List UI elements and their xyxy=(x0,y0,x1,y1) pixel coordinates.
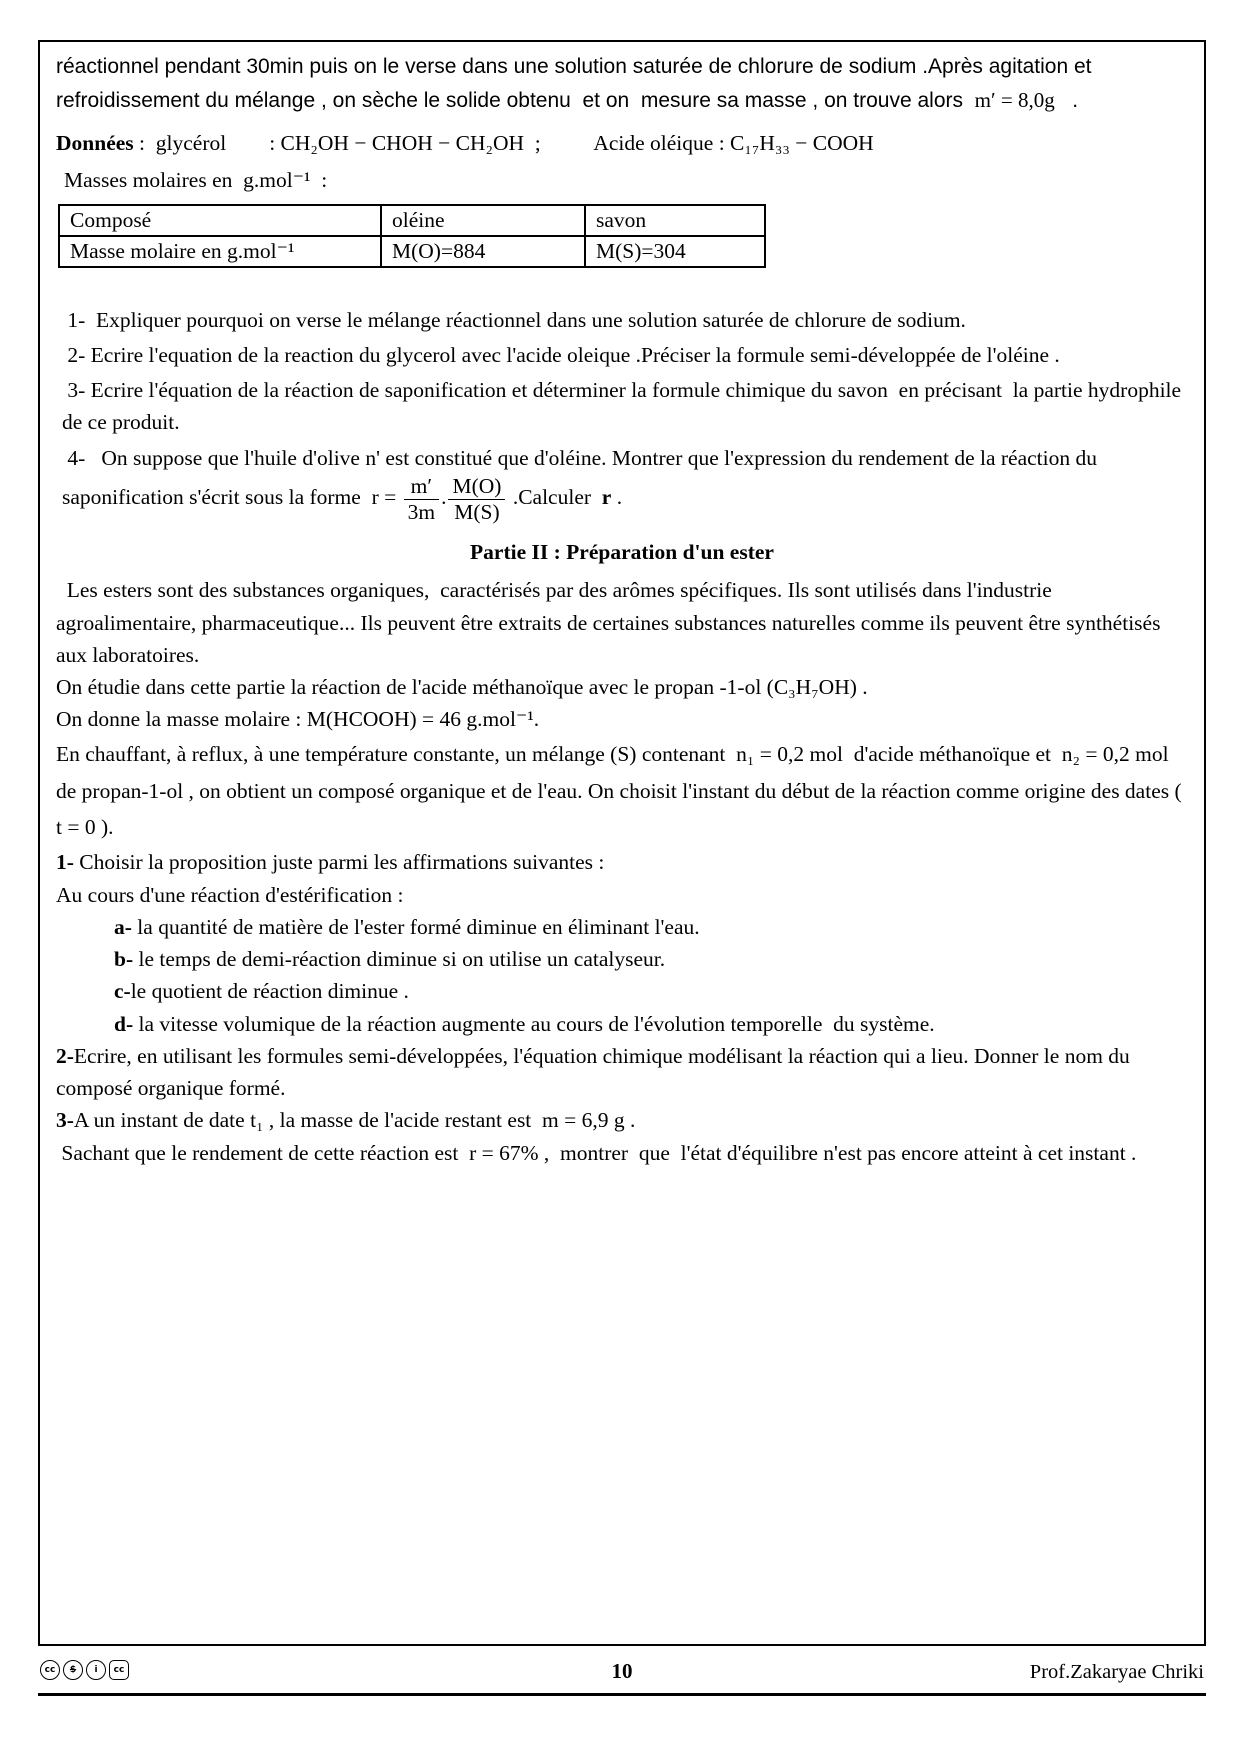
molar-mass-table xyxy=(58,204,766,268)
part1-question-2: 2- Ecrire l'equation de la reaction du glycerol avec l'acide oleique .Préciser la formule semi-développée de l'oléine . xyxy=(62,342,1060,367)
option-b-label: b- xyxy=(114,947,134,972)
question-2-text: Ecrire, en utilisant les formules semi-développées, l'équation chimique modélisant la réaction qui a lieu. Donner le nom du composé organique formé. xyxy=(56,1043,1136,1101)
cc-icon-glyph: cc xyxy=(44,1665,56,1675)
part1-questions xyxy=(56,304,1188,525)
question-4-r: r xyxy=(601,485,612,509)
question-4-after: .Calculer xyxy=(507,485,602,509)
question-1-label: 1- xyxy=(56,850,74,875)
part2-question-1 xyxy=(56,846,1188,878)
study-paragraph: On étudie dans cette partie la réaction de l'acide méthanoïque avec le propan -1-ol (C₃H₇OH) . xyxy=(56,675,868,700)
question-3-text: A un instant de date t₁ , la masse de l'acide restant est m = 6,9 g . xyxy=(73,1108,636,1133)
option-d xyxy=(56,1008,1188,1040)
option-a xyxy=(56,911,1188,943)
fraction-1-denominator: 3m xyxy=(407,499,436,524)
option-c-text: le quotient de réaction diminue . xyxy=(130,979,409,1004)
question-4-text: 4- On suppose que l'huile d'olive n' est constitué que d'oléine. Montrer que l'expression du rendement de la réaction du saponification s'écrit sous la forme xyxy=(62,445,1103,509)
esters-paragraph: Les esters sont des substances organiques, caractérisés par des arômes spécifiques. Ils sont utilisés dans l'industrie agroalimentaire, pharmaceutique... Ils peuvent être extraits de certaines substances naturelles comme ils peuvent être synthétisés aux laboratoires. xyxy=(56,578,1166,667)
fraction-2-denominator: M(S) xyxy=(454,499,500,524)
intro-text: réactionnel pendant 30min puis on le verse dans une solution saturée de chlorure de sodium .Après agitation et refroidissement du mélange , on sèche le solide obtenu et on mesure sa masse , on trouve alors xyxy=(56,55,1098,112)
part1-question-3: 3- Ecrire l'équation de la réaction de saponification et déterminer la formule chimique du savon en précisant la partie hydrophile de ce produit. xyxy=(62,378,1187,435)
table-cell-compose: Composé xyxy=(59,205,381,236)
cc-badge-icon-glyph: cc xyxy=(113,1665,125,1675)
part2-question-3-continued: Sachant que le rendement de cette réaction est r = 67% , montrer que l'état d'équilibre n'est pas encore atteint à cet instant . xyxy=(56,1140,1137,1165)
author-credit: Prof.Zakaryae Chriki xyxy=(1029,1661,1204,1683)
part2-section xyxy=(56,540,1188,1169)
by-icon-glyph: i xyxy=(94,1665,98,1675)
fraction-1-numerator: m′ xyxy=(404,474,439,500)
table-row xyxy=(59,236,765,267)
nc-icon-glyph: $ xyxy=(69,1665,77,1675)
option-a-label: a- xyxy=(114,914,132,939)
option-a-text: la quantité de matière de l'ester formé diminue en éliminant l'eau. xyxy=(131,914,700,939)
table-cell-masse-molaire: Masse molaire en g.mol⁻¹ xyxy=(59,236,381,267)
part1-question-4 xyxy=(62,442,1182,525)
part2-heading: Partie II : Préparation d'un ester xyxy=(470,540,774,565)
question-1-text: Choisir la proposition juste parmi les affirmations suivantes : xyxy=(73,850,605,875)
option-d-text: la vitesse volumique de la réaction augmente au cours de l'évolution temporelle du système. xyxy=(133,1011,935,1036)
yield-formula xyxy=(371,473,508,524)
option-b-text: le temps de demi-réaction diminue si on utilise un catalyseur. xyxy=(133,947,666,972)
question-2-label: 2- xyxy=(56,1043,74,1068)
part2-question-2 xyxy=(56,1040,1188,1105)
molar-masses-caption-text: Masses molaires en g.mol⁻¹ : xyxy=(64,168,328,193)
option-c xyxy=(56,975,1188,1007)
formula-dot: . xyxy=(441,485,447,509)
donnees-line xyxy=(56,127,1188,159)
table-header-row xyxy=(59,205,765,236)
page-footer xyxy=(38,1654,1206,1696)
donnees-label: Données xyxy=(56,131,134,156)
esterification-intro-line: Au cours d'une réaction d'estérification : xyxy=(56,882,404,907)
molar-mass-paragraph: On donne la masse molaire : M(HCOOH) = 46 g.mol⁻¹. xyxy=(56,707,540,732)
fraction-1 xyxy=(404,474,439,524)
question-4-end: . xyxy=(611,485,623,509)
option-b xyxy=(56,943,1188,975)
formula-lhs: r = xyxy=(371,485,402,509)
table-cell-mo: M(O)=884 xyxy=(381,236,585,267)
intro-end: . xyxy=(1054,88,1079,112)
reflux-paragraph: En chauffant, à reflux, à une température constante, un mélange (S) contenant n₁ = 0,2 mol d'acide méthanoïque et n₂ = 0,2 mol de propan-1-ol , on obtient un composé organique et de l'eau. On choisit l'instant du début de la réaction comme origine des dates ( t = 0 ). xyxy=(56,741,1188,840)
intro-mass-value: m′ = 8,0g xyxy=(974,87,1055,112)
molar-masses-caption xyxy=(56,164,1188,196)
fraction-2-numerator: M(O) xyxy=(448,474,505,500)
page-number: 10 xyxy=(611,1659,633,1683)
intro-paragraph xyxy=(56,51,1188,117)
option-c-label: c- xyxy=(114,979,131,1004)
table-cell-oleine: oléine xyxy=(381,205,585,236)
table-cell-savon: savon xyxy=(585,205,765,236)
donnees-text: : glycérol : CH₂OH − CHOH − CH₂OH ; Acide oléique : C₁₇H₃₃ − COOH xyxy=(133,131,874,156)
option-d-label: d- xyxy=(114,1011,134,1036)
fraction-2 xyxy=(448,474,505,524)
part2-question-3 xyxy=(56,1104,1188,1136)
table-cell-ms: M(S)=304 xyxy=(585,236,765,267)
question-3-label: 3- xyxy=(56,1108,74,1133)
page-border-frame xyxy=(38,40,1206,1646)
part1-question-1: 1- Expliquer pourquoi on verse le mélange réactionnel dans une solution saturée de chlorure de sodium. xyxy=(62,307,966,332)
